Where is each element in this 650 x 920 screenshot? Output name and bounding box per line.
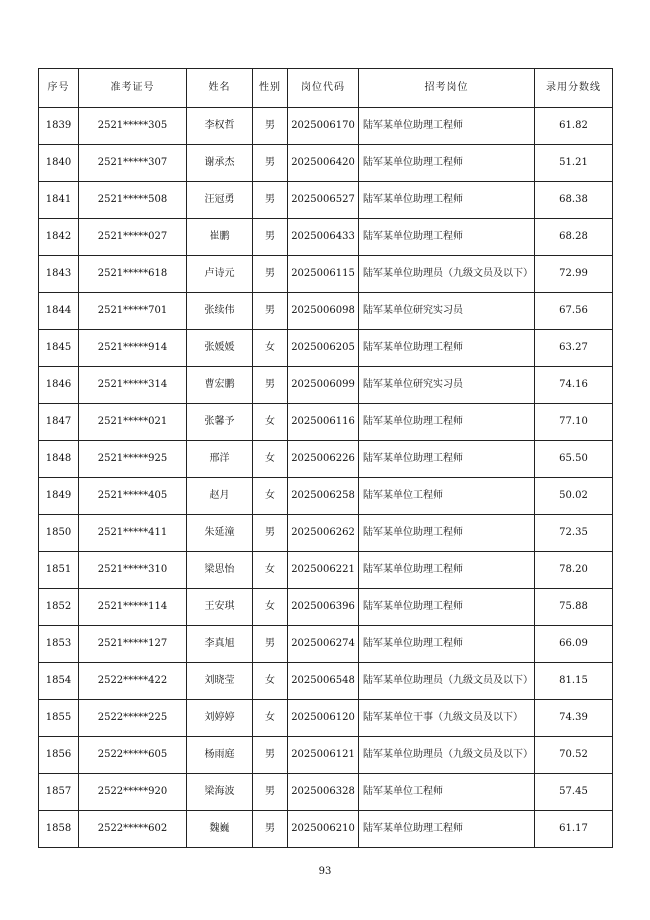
table-row <box>39 589 613 626</box>
cell-seq: 1854 <box>39 663 79 700</box>
cell-exam-id: 2522*****605 <box>79 737 187 774</box>
page-number: 93 <box>318 866 332 877</box>
cell-exam-id: 2522*****602 <box>79 811 187 848</box>
table-row <box>39 700 613 737</box>
table-row <box>39 219 613 256</box>
cell-post-code: 2025006420 <box>288 145 359 182</box>
cell-post-code: 2025006258 <box>288 478 359 515</box>
cell-score: 68.38 <box>535 182 613 219</box>
cell-score: 75.88 <box>535 589 613 626</box>
cell-post: 陆军某单位助理工程师 <box>359 626 535 663</box>
table-row <box>39 663 613 700</box>
cell-seq: 1848 <box>39 441 79 478</box>
cell-post-code: 2025006262 <box>288 515 359 552</box>
cell-gender: 女 <box>253 700 288 737</box>
cell-exam-id: 2521*****508 <box>79 182 187 219</box>
cell-post-code: 2025006328 <box>288 774 359 811</box>
cell-gender: 女 <box>253 441 288 478</box>
cell-seq: 1852 <box>39 589 79 626</box>
cell-post: 陆军某单位助理员（九级文员及以下） <box>359 663 535 700</box>
cell-post-code: 2025006527 <box>288 182 359 219</box>
cell-gender: 男 <box>253 293 288 330</box>
cell-post-code: 2025006274 <box>288 626 359 663</box>
cell-exam-id: 2522*****920 <box>79 774 187 811</box>
cell-exam-id: 2521*****314 <box>79 367 187 404</box>
header-exam-id: 准考证号 <box>79 69 187 108</box>
cell-seq: 1853 <box>39 626 79 663</box>
cell-name: 刘婷婷 <box>187 700 253 737</box>
cell-post-code: 2025006433 <box>288 219 359 256</box>
cell-gender: 女 <box>253 478 288 515</box>
header-score: 录用分数线 <box>535 69 613 108</box>
table-row <box>39 182 613 219</box>
cell-post: 陆军某单位工程师 <box>359 774 535 811</box>
table-header-row <box>39 69 613 108</box>
cell-gender: 女 <box>253 552 288 589</box>
header-post: 招考岗位 <box>359 69 535 108</box>
cell-score: 74.39 <box>535 700 613 737</box>
cell-exam-id: 2521*****307 <box>79 145 187 182</box>
cell-exam-id: 2521*****027 <box>79 219 187 256</box>
cell-name: 梁思怡 <box>187 552 253 589</box>
cell-gender: 男 <box>253 515 288 552</box>
cell-post-code: 2025006226 <box>288 441 359 478</box>
table-row <box>39 367 613 404</box>
cell-name: 邢洋 <box>187 441 253 478</box>
cell-score: 74.16 <box>535 367 613 404</box>
cell-score: 78.20 <box>535 552 613 589</box>
cell-seq: 1849 <box>39 478 79 515</box>
cell-gender: 女 <box>253 330 288 367</box>
cell-post: 陆军某单位助理工程师 <box>359 811 535 848</box>
cell-post: 陆军某单位助理工程师 <box>359 441 535 478</box>
table-row <box>39 441 613 478</box>
cell-post-code: 2025006121 <box>288 737 359 774</box>
cell-exam-id: 2521*****925 <box>79 441 187 478</box>
cell-score: 57.45 <box>535 774 613 811</box>
table-row <box>39 108 613 145</box>
cell-score: 68.28 <box>535 219 613 256</box>
table-row <box>39 293 613 330</box>
cell-seq: 1851 <box>39 552 79 589</box>
cell-gender: 男 <box>253 626 288 663</box>
header-seq: 序号 <box>39 69 79 108</box>
cell-exam-id: 2521*****305 <box>79 108 187 145</box>
cell-name: 卢诗元 <box>187 256 253 293</box>
cell-gender: 男 <box>253 774 288 811</box>
table-row <box>39 515 613 552</box>
cell-seq: 1856 <box>39 737 79 774</box>
cell-post: 陆军某单位研究实习员 <box>359 293 535 330</box>
cell-post-code: 2025006120 <box>288 700 359 737</box>
cell-score: 66.09 <box>535 626 613 663</box>
table-row <box>39 774 613 811</box>
cell-name: 曹宏鹏 <box>187 367 253 404</box>
cell-post-code: 2025006396 <box>288 589 359 626</box>
table-row <box>39 478 613 515</box>
cell-exam-id: 2522*****225 <box>79 700 187 737</box>
header-name: 姓名 <box>187 69 253 108</box>
cell-seq: 1858 <box>39 811 79 848</box>
cell-gender: 男 <box>253 367 288 404</box>
cell-exam-id: 2521*****405 <box>79 478 187 515</box>
cell-name: 崔鹏 <box>187 219 253 256</box>
table-row <box>39 256 613 293</box>
cell-exam-id: 2521*****618 <box>79 256 187 293</box>
table-row <box>39 404 613 441</box>
cell-seq: 1846 <box>39 367 79 404</box>
cell-name: 张馨予 <box>187 404 253 441</box>
cell-score: 63.27 <box>535 330 613 367</box>
cell-exam-id: 2521*****310 <box>79 552 187 589</box>
cell-score: 61.17 <box>535 811 613 848</box>
cell-score: 67.56 <box>535 293 613 330</box>
cell-exam-id: 2521*****127 <box>79 626 187 663</box>
cell-name: 张续伟 <box>187 293 253 330</box>
cell-score: 81.15 <box>535 663 613 700</box>
cell-exam-id: 2522*****422 <box>79 663 187 700</box>
cell-gender: 男 <box>253 256 288 293</box>
cell-exam-id: 2521*****701 <box>79 293 187 330</box>
cell-score: 72.99 <box>535 256 613 293</box>
cell-name: 魏巍 <box>187 811 253 848</box>
cell-gender: 女 <box>253 663 288 700</box>
cell-post: 陆军某单位助理员（九级文员及以下） <box>359 256 535 293</box>
table-row <box>39 626 613 663</box>
results-table <box>38 68 613 848</box>
cell-exam-id: 2521*****114 <box>79 589 187 626</box>
cell-gender: 男 <box>253 219 288 256</box>
cell-name: 王安琪 <box>187 589 253 626</box>
cell-seq: 1855 <box>39 700 79 737</box>
cell-gender: 男 <box>253 145 288 182</box>
cell-post: 陆军某单位助理工程师 <box>359 145 535 182</box>
cell-name: 张媛媛 <box>187 330 253 367</box>
cell-post-code: 2025006099 <box>288 367 359 404</box>
cell-post: 陆军某单位工程师 <box>359 478 535 515</box>
cell-seq: 1841 <box>39 182 79 219</box>
cell-score: 50.02 <box>535 478 613 515</box>
cell-name: 杨雨庭 <box>187 737 253 774</box>
cell-name: 赵月 <box>187 478 253 515</box>
cell-exam-id: 2521*****914 <box>79 330 187 367</box>
cell-score: 65.50 <box>535 441 613 478</box>
cell-exam-id: 2521*****411 <box>79 515 187 552</box>
cell-seq: 1845 <box>39 330 79 367</box>
cell-post-code: 2025006210 <box>288 811 359 848</box>
cell-post: 陆军某单位助理工程师 <box>359 330 535 367</box>
cell-gender: 女 <box>253 404 288 441</box>
cell-post: 陆军某单位助理工程师 <box>359 182 535 219</box>
cell-name: 梁海波 <box>187 774 253 811</box>
cell-score: 61.82 <box>535 108 613 145</box>
table-row <box>39 330 613 367</box>
cell-score: 51.21 <box>535 145 613 182</box>
cell-score: 70.52 <box>535 737 613 774</box>
cell-seq: 1847 <box>39 404 79 441</box>
cell-seq: 1842 <box>39 219 79 256</box>
cell-gender: 女 <box>253 589 288 626</box>
cell-seq: 1857 <box>39 774 79 811</box>
cell-seq: 1840 <box>39 145 79 182</box>
table-row <box>39 552 613 589</box>
cell-post: 陆军某单位助理工程师 <box>359 404 535 441</box>
cell-name: 谢承杰 <box>187 145 253 182</box>
cell-name: 汪冠勇 <box>187 182 253 219</box>
cell-seq: 1850 <box>39 515 79 552</box>
table-row <box>39 145 613 182</box>
cell-post: 陆军某单位干事（九级文员及以下） <box>359 700 535 737</box>
cell-seq: 1844 <box>39 293 79 330</box>
cell-score: 72.35 <box>535 515 613 552</box>
cell-post-code: 2025006098 <box>288 293 359 330</box>
cell-post-code: 2025006116 <box>288 404 359 441</box>
cell-post: 陆军某单位助理工程师 <box>359 108 535 145</box>
cell-gender: 男 <box>253 737 288 774</box>
header-post-code: 岗位代码 <box>288 69 359 108</box>
cell-gender: 男 <box>253 811 288 848</box>
cell-name: 刘晓莹 <box>187 663 253 700</box>
cell-post-code: 2025006115 <box>288 256 359 293</box>
cell-name: 朱延潼 <box>187 515 253 552</box>
cell-name: 李真旭 <box>187 626 253 663</box>
table-body <box>39 108 613 848</box>
cell-post-code: 2025006170 <box>288 108 359 145</box>
cell-gender: 男 <box>253 182 288 219</box>
cell-post: 陆军某单位助理员（九级文员及以下） <box>359 737 535 774</box>
table-row <box>39 737 613 774</box>
cell-post: 陆军某单位助理工程师 <box>359 552 535 589</box>
cell-post-code: 2025006205 <box>288 330 359 367</box>
cell-exam-id: 2521*****021 <box>79 404 187 441</box>
cell-post: 陆军某单位研究实习员 <box>359 367 535 404</box>
cell-post: 陆军某单位助理工程师 <box>359 219 535 256</box>
cell-post: 陆军某单位助理工程师 <box>359 589 535 626</box>
cell-post: 陆军某单位助理工程师 <box>359 515 535 552</box>
cell-post-code: 2025006221 <box>288 552 359 589</box>
cell-score: 77.10 <box>535 404 613 441</box>
cell-post-code: 2025006548 <box>288 663 359 700</box>
cell-name: 李权哲 <box>187 108 253 145</box>
cell-seq: 1843 <box>39 256 79 293</box>
cell-gender: 男 <box>253 108 288 145</box>
header-gender: 性别 <box>253 69 288 108</box>
cell-seq: 1839 <box>39 108 79 145</box>
table-row <box>39 811 613 848</box>
